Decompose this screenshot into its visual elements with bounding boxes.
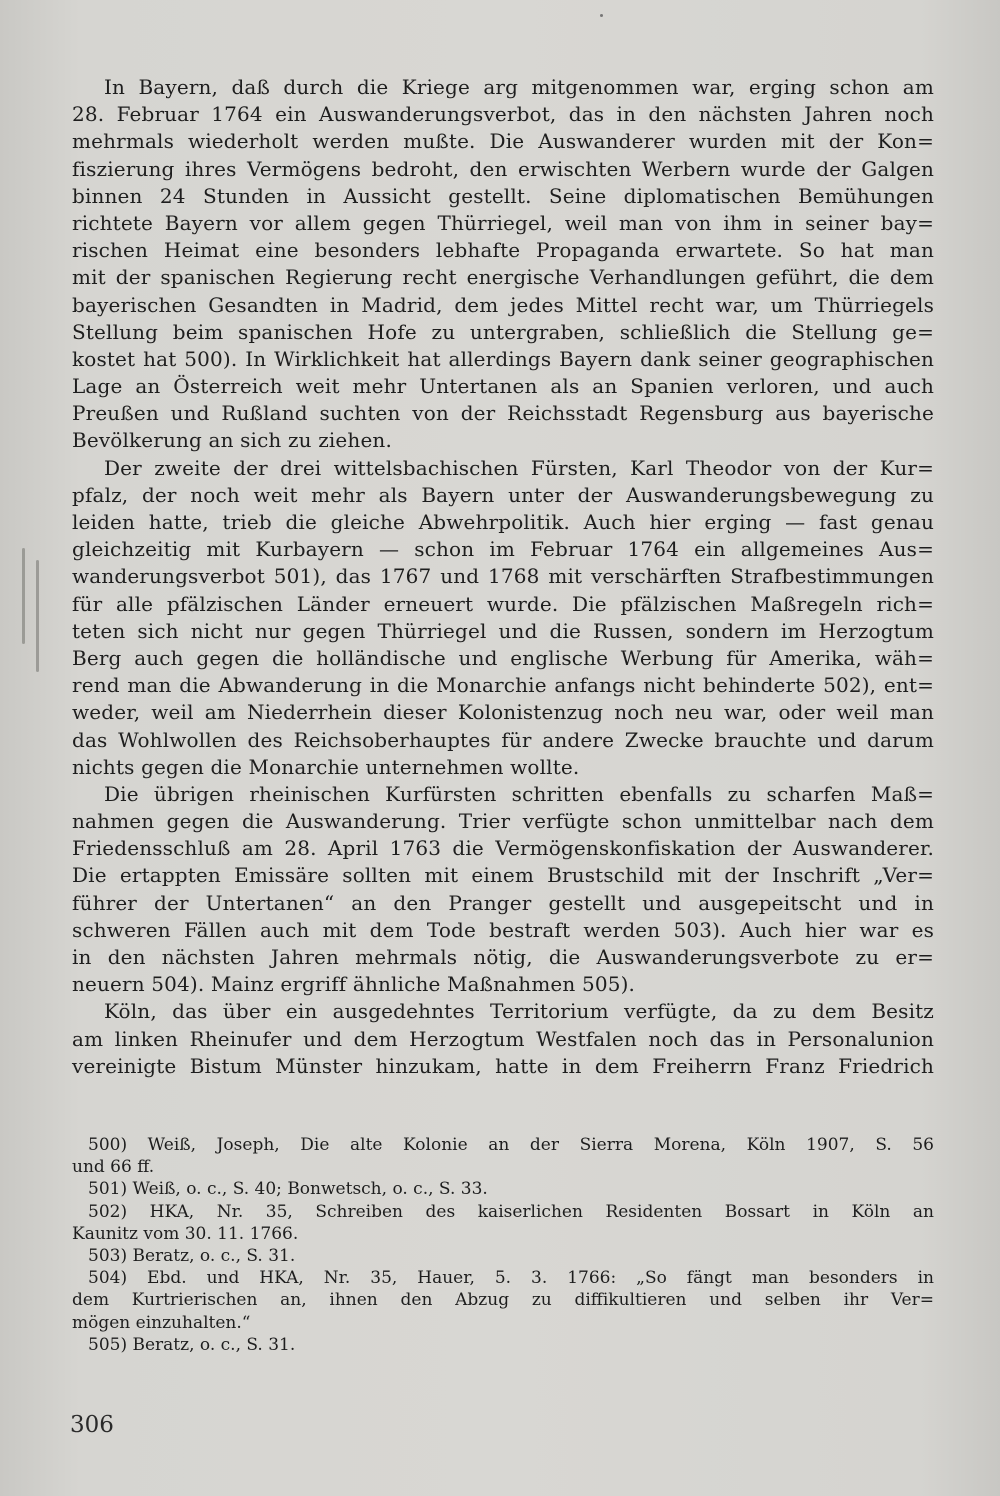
text-line: mit der spanischen Regierung recht energische Verhandlungen geführt, die dem	[72, 265, 934, 290]
text-line: Preußen und Rußland suchten von der Reichsstadt Regensburg aus bayerische	[72, 401, 934, 426]
text-line: nahmen gegen die Auswanderung. Trier verfügte schon unmittelbar nach dem	[72, 809, 934, 834]
text-line: gleichzeitig mit Kurbayern — schon im Februar 1764 ein allgemeines Aus=	[72, 537, 934, 562]
text-line: Friedensschluß am 28. April 1763 die Vermögenskonfiskation der Auswanderer.	[72, 836, 934, 861]
page-number: 306	[70, 1412, 114, 1438]
text-line: Stellung beim spanischen Hofe zu untergraben, schließlich die Stellung ge=	[72, 319, 934, 344]
text-line: richtete Bayern vor allem gegen Thürriegel, weil man von ihm in seiner bay=	[72, 210, 934, 235]
paper-speck	[600, 14, 603, 17]
text-line: schweren Fällen auch mit dem Tode bestraft werden 503). Auch hier war es	[72, 917, 934, 942]
footnote-line: und 66 ff.	[72, 1157, 155, 1178]
text-line: vereinigte Bistum Münster hinzukam, hatte in dem Freiherrn Franz Friedrich	[72, 1053, 934, 1078]
text-line: teten sich nicht nur gegen Thürriegel und die Russen, sondern im Herzogtum	[72, 618, 934, 643]
text-line: rischen Heimat eine besonders lebhafte Propaganda erwartete. So hat man	[72, 238, 934, 263]
text-line: Die ertappten Emissäre sollten mit einem Brustschild mit der Inschrift „Ver=	[72, 863, 934, 888]
text-line: wanderungsverbot 501), das 1767 und 1768 mit verschärften Strafbestimmungen	[72, 564, 934, 589]
text-line: Berg auch gegen die holländische und englische Werbung für Amerika, wäh=	[72, 645, 934, 670]
footnote-line: dem Kurtrierischen an, ihnen den Abzug zu diffikultieren und selben ihr Ver=	[72, 1290, 934, 1311]
footnote-line: 500) Weiß, Joseph, Die alte Kolonie an der Sierra Morena, Köln 1907, S. 56	[88, 1135, 934, 1155]
text-line: am linken Rheinufer und dem Herzogtum Westfalen noch das in Personalunion	[72, 1026, 934, 1051]
main-text	[72, 74, 934, 1080]
text-line: nichts gegen die Monarchie unternehmen wollte.	[72, 754, 580, 779]
text-line: 28. Februar 1764 ein Auswanderungsverbot, das in den nächsten Jahren noch	[72, 102, 934, 127]
text-line: mehrmals wiederholt werden mußte. Die Auswanderer wurden mit der Kon=	[72, 129, 934, 154]
footnote-line: 505) Beratz, o. c., S. 31.	[88, 1334, 296, 1355]
text-line: leiden hatte, trieb die gleiche Abwehrpolitik. Auch hier erging — fast genau	[72, 510, 934, 534]
text-line: Der zweite der drei wittelsbachischen Fürsten, Karl Theodor von der Kur=	[104, 455, 934, 480]
footnote-line: 503) Beratz, o. c., S. 31.	[88, 1245, 296, 1266]
text-line: für alle pfälzischen Länder erneuert wurde. Die pfälzischen Maßregeln rich=	[72, 591, 934, 616]
text-line: pfalz, der noch weit mehr als Bayern unter der Auswanderungsbewegung zu	[72, 482, 934, 507]
text-line: kostet hat 500). In Wirklichkeit hat allerdings Bayern dank seiner geographischen	[72, 346, 934, 371]
text-line: Köln, das über ein ausgedehntes Territorium verfügte, da zu dem Besitz	[104, 999, 934, 1024]
footnote-line: 501) Weiß, o. c., S. 40; Bonwetsch, o. c., S. 33.	[88, 1179, 488, 1200]
text-line: rend man die Abwanderung in die Monarchie anfangs nicht behinderte 502), ent=	[72, 673, 934, 698]
text-line: fiszierung ihres Vermögens bedroht, den erwischten Werbern wurde der Galgen	[72, 156, 934, 181]
text-line: Die übrigen rheinischen Kurfürsten schritten ebenfalls zu scharfen Maß=	[104, 781, 934, 806]
footnote-line: 504) Ebd. und HKA, Nr. 35, Hauer, 5. 3. 1766: „So fängt man besonders in	[88, 1268, 934, 1289]
text-line: binnen 24 Stunden in Aussicht gestellt. Seine diplomatischen Bemühungen	[72, 183, 934, 208]
text-line: In Bayern, daß durch die Kriege arg mitgenommen war, erging schon am	[104, 75, 934, 99]
text-line: das Wohlwollen des Reichsoberhauptes für andere Zwecke brauchte und darum	[72, 727, 934, 752]
text-line: Bevölkerung an sich zu ziehen.	[72, 428, 392, 453]
footnote-line: Kaunitz vom 30. 11. 1766.	[72, 1223, 299, 1244]
margin-pencil-mark	[22, 548, 25, 644]
text-line: bayerischen Gesandten in Madrid, dem jedes Mittel recht war, um Thürriegels	[72, 292, 934, 317]
footnote-line: mögen einzuhalten.“	[72, 1312, 251, 1333]
footnote-line: 502) HKA, Nr. 35, Schreiben des kaiserlichen Residenten Bossart in Köln an	[88, 1201, 934, 1222]
text-line: führer der Untertanen“ an den Pranger gestellt und ausgepeitscht und in	[72, 890, 934, 915]
text-line: neuern 504). Mainz ergriff ähnliche Maßnahmen 505).	[72, 972, 636, 997]
text-line: weder, weil am Niederrhein dieser Kolonistenzug noch neu war, oder weil man	[72, 700, 934, 725]
text-line: Lage an Österreich weit mehr Untertanen als an Spanien verloren, und auch	[72, 374, 934, 399]
margin-pencil-mark	[36, 560, 39, 672]
footnotes	[72, 1134, 934, 1356]
text-line: in den nächsten Jahren mehrmals nötig, die Auswanderungsverbote zu er=	[72, 945, 934, 969]
